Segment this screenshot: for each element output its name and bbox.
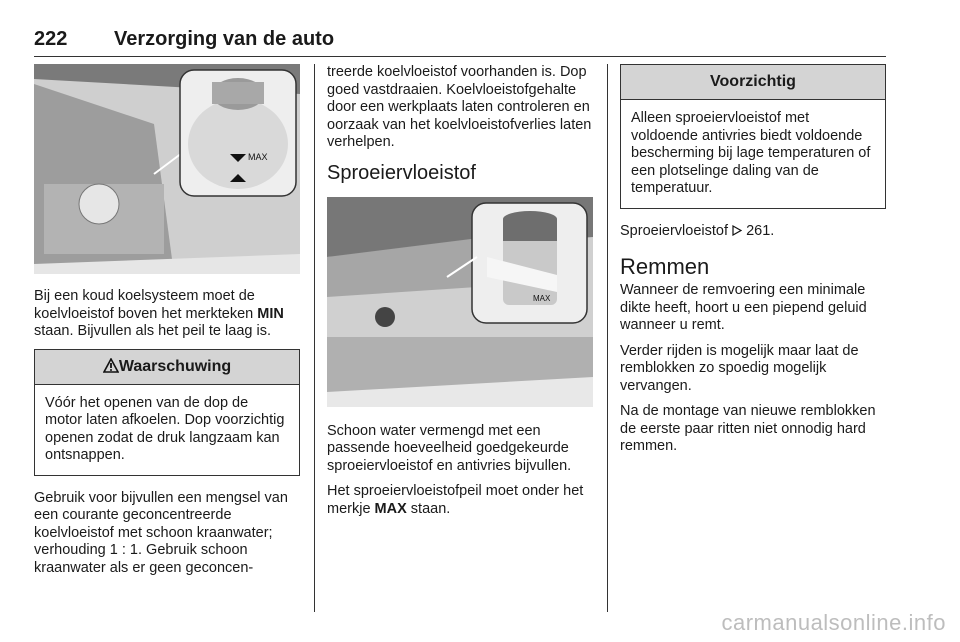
column-divider <box>314 64 315 612</box>
column-1 <box>34 64 300 585</box>
warning-triangle-icon <box>103 358 119 373</box>
paragraph: Bij een koud koelsysteem moet de koelvloeistof boven het merkteken MIN staan. Bijvullen als het peil te laag is. <box>34 288 284 339</box>
chapter-title: Verzorging van de auto <box>114 28 335 50</box>
caution-box <box>620 64 886 209</box>
paragraph: Verder rijden is mogelijk maar laat de remblokken zo spoedig mogelijk vervangen. <box>620 342 859 394</box>
caution-header: Voorzichtig <box>621 65 885 100</box>
paragraph: Het sproeiervloeistofpeil moet onder het merkje MAX staan. <box>327 483 584 517</box>
coolant-reservoir-photo <box>34 64 300 274</box>
watermark: carmanualsonline.info <box>721 610 946 635</box>
paragraph: treerde koelvloeistof voorhanden is. Dop goed vastdraaien. Koelvloeistofgehalte door een werkplaats laten controleren en oorzaak van het koelvloeistofverlies laten verhelpen. <box>327 64 592 150</box>
max-mark: MAX <box>533 293 551 303</box>
washer-reservoir-photo <box>327 197 593 407</box>
reference-page[interactable]: 261. <box>746 222 775 239</box>
warning-header <box>35 350 299 385</box>
page-header <box>34 28 886 57</box>
paragraph: Na de montage van nieuwe remblokken de eerste paar ritten niet onnodig hard remmen. <box>620 403 876 454</box>
paragraph: Schoon water vermengd met een passende hoeveelheid goedgekeurde sproeiervloeistof en antivries bijvullen. <box>327 422 572 474</box>
warning-title: Waarschuwing <box>118 357 232 375</box>
page-reference-icon <box>732 225 742 236</box>
paragraph: Wanneer de remvoering een minimale dikte heeft, hoort u een piepend geluid wanneer u remt. <box>620 282 867 333</box>
section-title-brakes: Remmen <box>620 254 710 279</box>
column-3 <box>620 64 886 464</box>
paragraph: Gebruik voor bijvullen een mengsel van een courante geconcentreerde koelvloeistof met schoon kraanwater; verhouding 1 : 1. Gebruik schoon kraanwater als er geen geconcen- <box>34 489 288 576</box>
warning-box <box>34 349 300 476</box>
column-2 <box>327 64 593 526</box>
warning-body: Vóór het openen van de dop de motor laten afkoelen. Dop voorzichtig openen zodat de druk langzaam kan ontsnappen. <box>45 394 285 463</box>
section-title-washer-fluid: Sproeiervloeistof <box>327 161 476 184</box>
column-divider <box>607 64 608 612</box>
caution-body: Alleen sproeiervloeistof met voldoende antivries biedt voldoende bescherming bij lage temperaturen of een plotselinge daling van de temperatuur. <box>631 110 871 196</box>
page-number: 222 <box>34 28 68 50</box>
max-mark: MAX <box>248 152 268 162</box>
cross-reference: Sproeiervloeistof 261. <box>620 222 775 239</box>
